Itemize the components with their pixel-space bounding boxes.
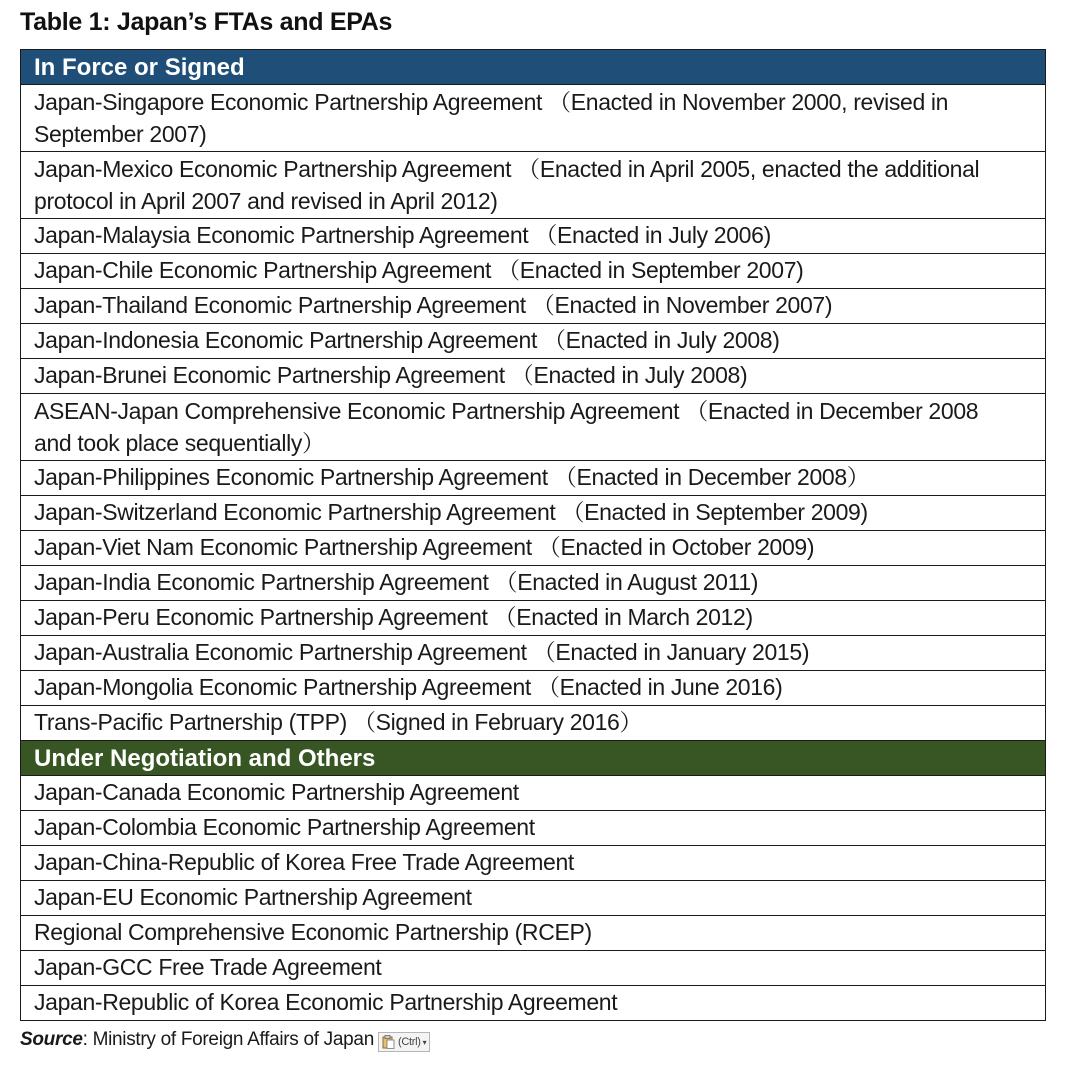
source-text: : Ministry of Foreign Affairs of Japan bbox=[82, 1029, 374, 1050]
section-header-in-force: In Force or Signed bbox=[21, 50, 1045, 85]
table-row: Japan-Viet Nam Economic Partnership Agreement （Enacted in October 2009) bbox=[21, 531, 1045, 566]
table-row: Japan-Malaysia Economic Partnership Agreement （Enacted in July 2006) bbox=[21, 219, 1045, 254]
table-row: Japan-Mongolia Economic Partnership Agreement （Enacted in June 2016) bbox=[21, 671, 1045, 706]
table-row: Japan-Philippines Economic Partnership Agreement （Enacted in December 2008） bbox=[21, 461, 1045, 496]
table-row: Japan-EU Economic Partnership Agreement bbox=[21, 881, 1045, 916]
table-row: Japan-GCC Free Trade Agreement bbox=[21, 951, 1045, 986]
table-row: Japan-Singapore Economic Partnership Agreement （Enacted in November 2000, revised in September 2007) bbox=[21, 85, 1045, 152]
table-row: Japan-Brunei Economic Partnership Agreement （Enacted in July 2008) bbox=[21, 359, 1045, 394]
paste-options-label: (Ctrl) bbox=[397, 1036, 421, 1048]
table-row: Regional Comprehensive Economic Partnership (RCEP) bbox=[21, 916, 1045, 951]
table-row: Japan-Indonesia Economic Partnership Agreement （Enacted in July 2008) bbox=[21, 324, 1045, 359]
table-row: Japan-Thailand Economic Partnership Agreement （Enacted in November 2007) bbox=[21, 289, 1045, 324]
table-row: Japan-Mexico Economic Partnership Agreement （Enacted in April 2005, enacted the additional protocol in April 2007 and revised in April 2012) bbox=[21, 152, 1045, 219]
table-row: Japan-Colombia Economic Partnership Agreement bbox=[21, 811, 1045, 846]
table-row: ASEAN-Japan Comprehensive Economic Partnership Agreement （Enacted in December 2008 and took place sequentially） bbox=[21, 394, 1045, 461]
table-row: Japan-Peru Economic Partnership Agreement （Enacted in March 2012) bbox=[21, 601, 1045, 636]
section-header-negotiation: Under Negotiation and Others bbox=[21, 741, 1045, 776]
table-title: Table 1: Japan’s FTAs and EPAs bbox=[20, 8, 393, 36]
table-row: Japan-Canada Economic Partnership Agreement bbox=[21, 776, 1045, 811]
table-row: Japan-India Economic Partnership Agreement （Enacted in August 2011) bbox=[21, 566, 1045, 601]
source-label: Source bbox=[20, 1029, 83, 1050]
table-row: Japan-Republic of Korea Economic Partnership Agreement bbox=[21, 986, 1045, 1021]
table-row: Japan-Switzerland Economic Partnership Agreement （Enacted in September 2009) bbox=[21, 496, 1045, 531]
source-note bbox=[20, 1029, 430, 1051]
fta-table bbox=[20, 49, 1046, 1021]
paste-options-button[interactable] bbox=[378, 1032, 430, 1052]
table-row: Trans-Pacific Partnership (TPP) （Signed in February 2016） bbox=[21, 706, 1045, 741]
chevron-down-icon: ▾ bbox=[422, 1037, 427, 1047]
table-row: Japan-Australia Economic Partnership Agreement （Enacted in January 2015) bbox=[21, 636, 1045, 671]
table-row: Japan-Chile Economic Partnership Agreement （Enacted in September 2007) bbox=[21, 254, 1045, 289]
clipboard-icon bbox=[382, 1035, 395, 1049]
table-row: Japan-China-Republic of Korea Free Trade Agreement bbox=[21, 846, 1045, 881]
